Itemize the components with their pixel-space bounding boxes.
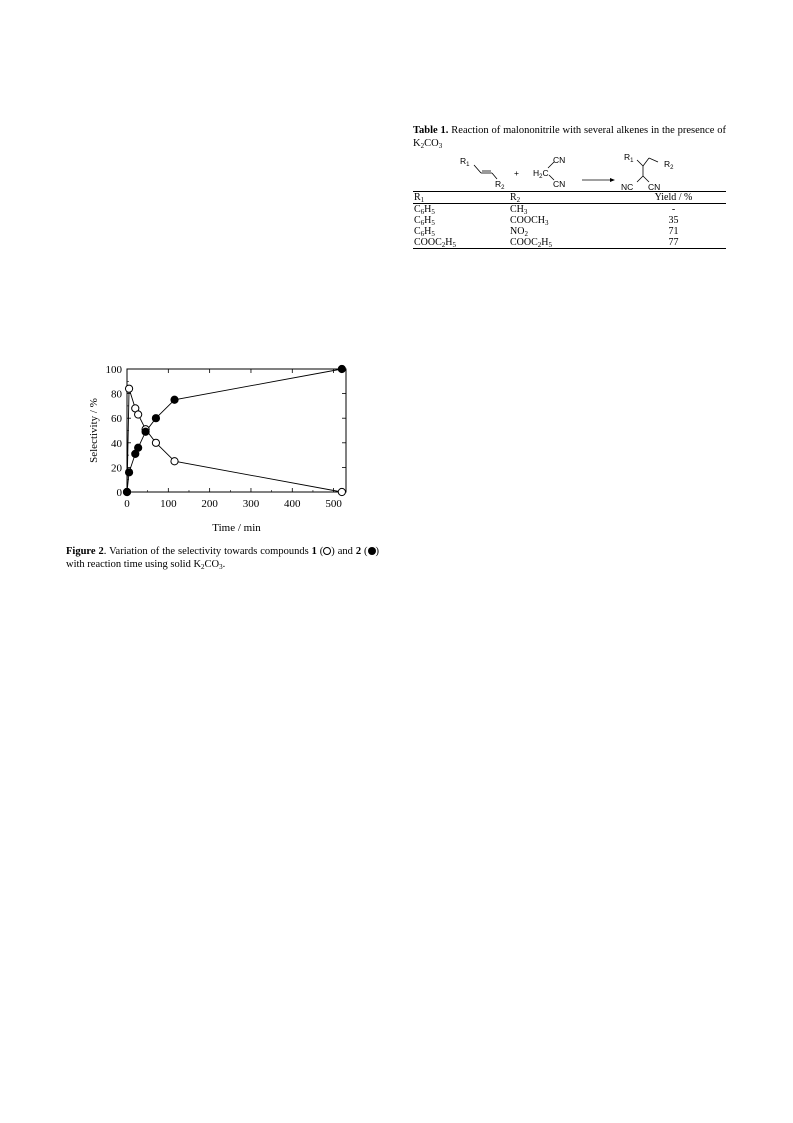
table-caption: [413, 124, 726, 150]
cell-r2: $COOCH_3$: [510, 215, 549, 227]
cell-r1: $C_6H_5$: [414, 215, 435, 227]
header-yield: Yield / %: [654, 192, 693, 203]
y-tick-label: 40: [111, 437, 122, 450]
malononitrile-h2c: $H_2C$: [533, 168, 549, 180]
open-circle-icon: [323, 547, 331, 555]
caption-sub: 2: [201, 563, 205, 571]
caption-formula: CO: [424, 138, 439, 149]
caption-sub: 2: [420, 142, 425, 150]
cell-yield: 35: [668, 215, 679, 226]
alkene-structure: [460, 156, 505, 191]
cell-r2: $COOC_2H_5$: [510, 237, 553, 249]
table-row: [413, 226, 726, 237]
x-tick-label: 0: [124, 498, 130, 510]
table-row: [413, 215, 726, 226]
cell-yield: 71: [668, 226, 679, 237]
reaction-arrow: [582, 178, 615, 182]
data-point-series-1: [171, 458, 178, 465]
data-point-series-2: [142, 428, 149, 435]
malononitrile-structure: [533, 155, 565, 189]
x-tick-label: 400: [284, 498, 301, 510]
cell-r1: $C_6H_5$: [414, 226, 435, 238]
cell-yield: -: [671, 204, 676, 215]
y-tick-label: 60: [111, 413, 122, 426]
cell-r2: $CH_3$: [510, 204, 528, 216]
figure-2-block: [66, 354, 380, 571]
caption-sub: 3: [438, 142, 443, 150]
figure-caption: Figure 2. Variation of the selectivity towards compounds 1 ( ) and 2 ( ) with reaction time using solid $K_2CO_3$.: [66, 546, 380, 571]
yield-table: [413, 191, 726, 249]
series-line-1: [127, 389, 342, 492]
selectivity-chart: [66, 354, 366, 539]
x-tick-label: 500: [325, 498, 342, 510]
table-1-block: [413, 124, 726, 249]
y-tick-label: 0: [116, 487, 122, 499]
product-r2-label: $R_2$: [664, 159, 674, 171]
data-point-series-1: [125, 385, 132, 392]
malononitrile-cn-top: CN: [553, 155, 566, 165]
compound-2-label: 2: [355, 546, 362, 557]
cell-yield: 77: [668, 237, 679, 248]
data-point-series-2: [338, 365, 345, 372]
x-tick-label: 300: [242, 498, 260, 510]
malononitrile-cn-bottom: CN: [553, 179, 566, 189]
product-nc-label: NC: [621, 182, 634, 191]
figure-label: Figure 2: [66, 546, 104, 557]
data-point-series-2: [152, 415, 159, 422]
table-header-row: [413, 192, 726, 204]
data-point-series-1: [338, 488, 345, 495]
table-body: [413, 204, 726, 249]
caption-end: .: [222, 559, 226, 570]
x-tick-label: 200: [201, 498, 218, 510]
y-tick-label: 20: [111, 462, 122, 475]
plot-frame: [127, 369, 346, 492]
caption-formula: CO: [204, 559, 220, 570]
series-line-2: [127, 369, 342, 492]
header-r1: $R_1$: [414, 192, 425, 204]
compound-1-label: 1: [311, 546, 317, 557]
filled-circle-icon: [368, 547, 376, 555]
figure-caption-text: . Variation of the selectivity towards compounds: [103, 546, 312, 557]
plus-sign: +: [514, 168, 519, 178]
cell-r1: $COOC_2H_5$: [414, 237, 457, 249]
cell-r2: $NO_2$: [510, 226, 528, 238]
y-tick-label: 80: [111, 388, 122, 401]
y-tick-label: 100: [105, 364, 122, 376]
data-point-series-1: [152, 439, 159, 446]
table-row: [413, 237, 726, 249]
cell-r1: $C_6H_5$: [414, 204, 435, 216]
table-caption-text: Reaction of malononitrile with several alkenes in the presence of K: [413, 125, 726, 149]
product-structure: [621, 152, 674, 191]
alkene-r1-label: $R_1$: [460, 156, 470, 168]
y-axis-label: Selectivity / %: [88, 398, 100, 463]
product-r1-label: $R_1$: [624, 152, 634, 164]
table-row: [413, 204, 726, 216]
figure-caption-text-2: with reaction time using solid K: [66, 559, 202, 570]
data-point-series-2: [135, 444, 142, 451]
caption-sub: 3: [219, 563, 223, 571]
data-point-series-2: [123, 488, 130, 495]
product-cn-label: CN: [648, 182, 661, 191]
alkene-r2-label: $R_2$: [495, 179, 505, 191]
data-point-series-2: [171, 396, 178, 403]
header-r2: $R_2$: [510, 192, 521, 204]
table-label: Table 1.: [413, 125, 449, 136]
x-tick-label: 100: [160, 498, 177, 510]
reaction-scheme: [413, 151, 726, 191]
x-axis-label: Time / min: [212, 522, 261, 534]
data-point-series-2: [125, 469, 132, 476]
figure-caption-and: and: [337, 546, 356, 557]
data-point-series-1: [135, 411, 142, 418]
